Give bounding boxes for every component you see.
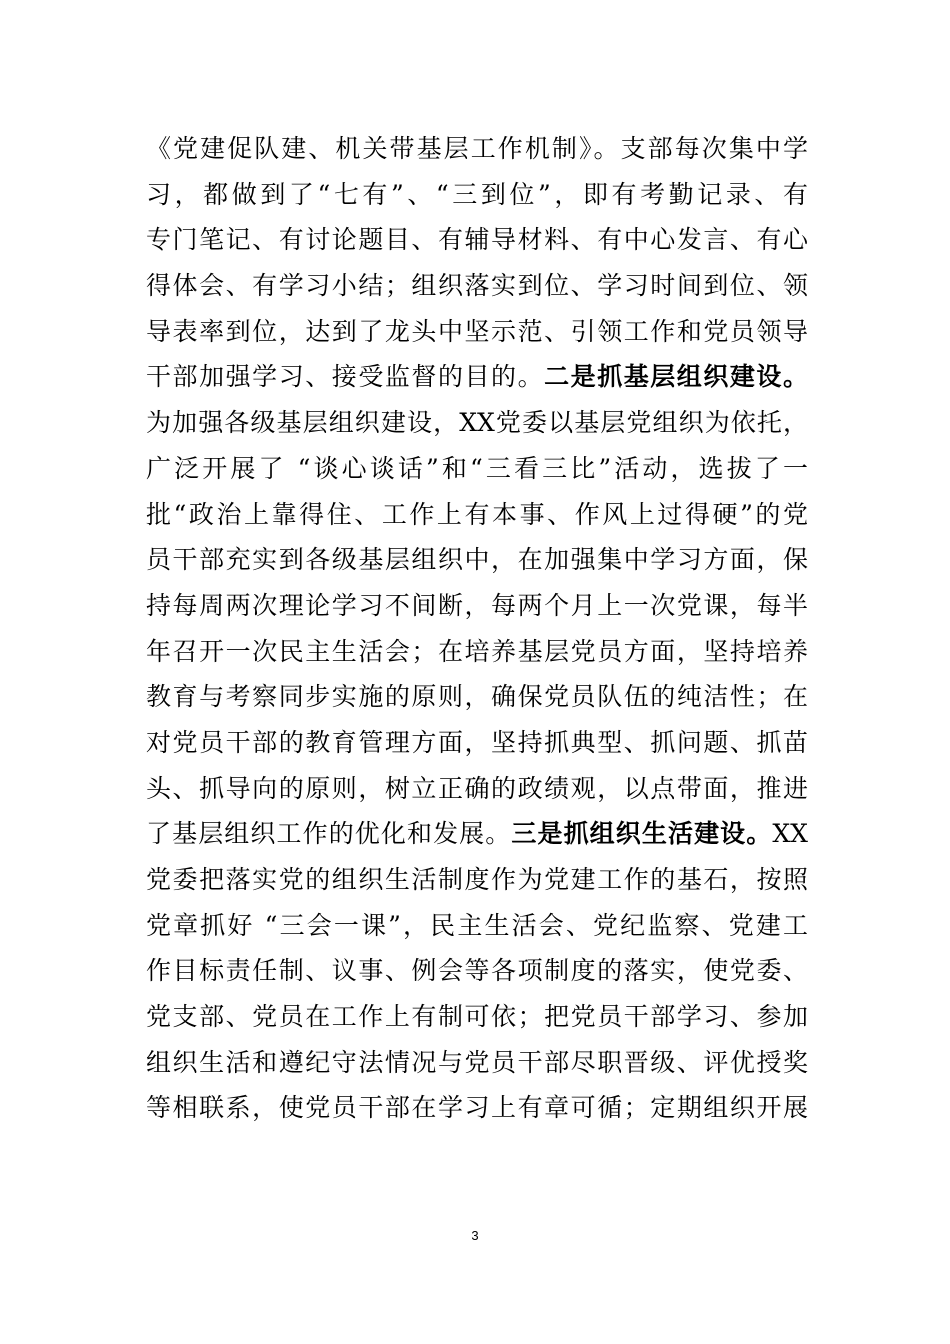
body-text-segment: 教育与考察同步实施的原则，确保党员队伍的纯洁性；在: [146, 682, 808, 712]
text-line: [146, 811, 808, 857]
text-line: [146, 126, 808, 172]
body-text-segment: 广泛开展了 “谈心谈话”和“三看三比”活动，选拔了一: [146, 453, 808, 483]
text-line: [146, 354, 808, 400]
bold-heading-text: 三是抓组织生活建设。: [511, 819, 773, 849]
text-line: [146, 400, 808, 446]
text-line: [146, 309, 808, 355]
text-line: [146, 583, 808, 629]
text-line: [146, 1040, 808, 1086]
body-text-segment: 等相联系，使党员干部在学习上有章可循；定期组织开展: [146, 1093, 808, 1123]
body-text-segment: 头、抓导向的原则，树立正确的政绩观，以点带面，推进: [146, 773, 808, 803]
text-line: [146, 492, 808, 538]
body-text-segment: 党章抓好 “三会一课”，民主生活会、党纪监察、党建工: [146, 910, 808, 940]
text-line: [146, 766, 808, 812]
body-text-segment: 干部加强学习、接受监督的目的。: [146, 362, 545, 392]
text-line: [146, 446, 808, 492]
text-line: [146, 674, 808, 720]
text-line: [146, 857, 808, 903]
text-line: [146, 994, 808, 1040]
text-line: [146, 629, 808, 675]
body-text-segment: 党委把落实党的组织生活制度作为党建工作的基石，按照: [146, 865, 808, 894]
text-line: [146, 903, 808, 949]
text-line: [146, 537, 808, 583]
body-text-segment: 作目标责任制、议事、例会等各项制度的落实，使党委、: [146, 956, 808, 986]
body-text-segment: 党支部、党员在工作上有制可依；把党员干部学习、参加: [146, 1002, 808, 1032]
page-number: 3: [471, 1228, 479, 1243]
text-line: [146, 1085, 808, 1131]
body-text-segment: 为加强各级基层组织建设，XX党委以基层党组织为依托，: [146, 408, 808, 438]
text-line: [146, 217, 808, 263]
bold-heading-text: 二是抓基层组织建设。: [544, 362, 808, 392]
body-text-segment: 组织生活和遵纪守法情况与党员干部尽职晋级、评优授奖: [146, 1047, 808, 1077]
body-text-segment: 持每周两次理论学习不间断，每两个月上一次党课，每半: [146, 590, 808, 620]
text-line: [146, 720, 808, 766]
body-text-segment: 导表率到位，达到了龙头中坚示范、引领工作和党员领导: [146, 316, 808, 346]
body-text-segment: 《党建促队建、机关带基层工作机制》。支部每次集中学: [146, 134, 808, 163]
body-text-segment: 批“政治上靠得住、工作上有本事、作风上过得硬”的党: [146, 499, 808, 529]
body-text-segment: 习，都做到了“七有”、“三到位”，即有考勤记录、有: [146, 179, 808, 209]
text-line: [146, 948, 808, 994]
body-text-segment: 对党员干部的教育管理方面，坚持抓典型、抓问题、抓苗: [146, 727, 808, 757]
text-line: [146, 172, 808, 218]
body-text-segment: 员干部充实到各级基层组织中，在加强集中学习方面，保: [146, 545, 808, 575]
body-text-segment: 专门笔记、有讨论题目、有辅导材料、有中心发言、有心: [146, 225, 808, 255]
body-text: [146, 126, 808, 1131]
text-line: [146, 263, 808, 309]
body-text-segment: 年召开一次民主生活会；在培养基层党员方面，坚持培养: [146, 636, 808, 666]
body-text-segment: 得体会、有学习小结；组织落实到位、学习时间到位、领: [146, 271, 808, 301]
body-text-segment: XX: [772, 819, 808, 849]
body-text-segment: 了基层组织工作的优化和发展。: [146, 819, 512, 849]
